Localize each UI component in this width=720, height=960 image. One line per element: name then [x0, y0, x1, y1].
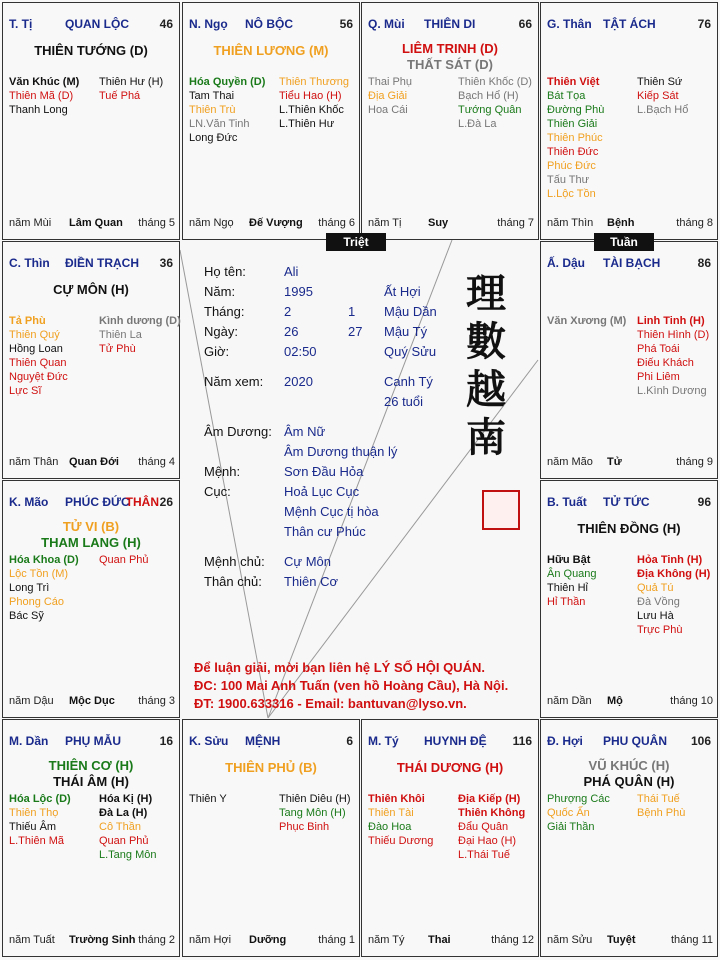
palace-phase: Trường Sinh	[69, 934, 136, 946]
contact-line-3: ĐT: 1900.633316 - Email: bantuvan@lyso.vn.	[194, 696, 467, 711]
menhchu-value: Cự Môn	[284, 554, 331, 569]
star-item: Hóa Khoa (D)	[9, 554, 79, 566]
palace-name: ĐIỀN TRẠCH	[65, 256, 139, 270]
main-star: THẤT SÁT (D)	[407, 57, 493, 72]
palace-month: tháng 4	[138, 456, 175, 468]
star-item: Nguyệt Đức	[9, 371, 68, 383]
main-star: VŨ KHÚC (H)	[588, 758, 670, 773]
star-item: Điếu Khách	[637, 357, 694, 369]
star-item: Thiên Diêu (H)	[279, 793, 351, 805]
cuc-label: Cục:	[204, 484, 231, 499]
star-item: Tiểu Hao (H)	[279, 90, 342, 102]
palace-year: năm Dần	[547, 695, 592, 707]
star-item: Thiên Hư (H)	[99, 76, 164, 88]
palace-footer	[547, 456, 713, 470]
calligraphy-char: 越	[466, 366, 506, 413]
star-item: Lực Sĩ	[9, 385, 42, 397]
palace-age: 36	[159, 256, 173, 270]
palace-than	[540, 2, 718, 240]
main-star: THIÊN CƠ (H)	[48, 758, 134, 773]
palace-year: năm Mão	[547, 456, 593, 468]
cuc-relation: Mệnh Cục tị hòa	[284, 504, 379, 519]
star-item: Phục Binh	[279, 821, 330, 833]
star-item: Đào Hoa	[368, 821, 412, 833]
main-star: TỬ VI (B)	[62, 519, 120, 534]
thanchu-label: Thân chủ:	[204, 574, 262, 589]
palace-footer	[9, 456, 175, 470]
main-star: THÁI DƯƠNG (H)	[396, 760, 504, 775]
palace-footer	[547, 217, 713, 231]
star-item: Thai Phụ	[368, 76, 413, 88]
star-item: Phượng Các	[547, 793, 610, 805]
palace-year: năm Mùi	[9, 217, 52, 229]
palace-year: năm Tị	[368, 217, 402, 229]
palace-name: MỆNH	[245, 734, 281, 748]
palace-hoi	[540, 719, 718, 957]
star-item: Hoa Cái	[368, 104, 408, 116]
palace-name: THIÊN DI	[424, 17, 476, 31]
star-item: Phong Cáo	[9, 596, 65, 608]
palace-header	[9, 734, 175, 748]
palace-footer	[189, 934, 355, 948]
palace-position: Đ. Hợi	[547, 734, 583, 748]
palace-phase: Mộ	[607, 695, 623, 707]
main-star: THIÊN PHỦ (B)	[225, 760, 317, 775]
palace-suu	[182, 719, 360, 957]
hour-value: 02:50	[284, 344, 317, 359]
palace-phase: Tuyệt	[607, 934, 636, 946]
amduong-note: Âm Dương thuận lý	[284, 444, 398, 459]
amduong-value: Âm Nữ	[284, 424, 326, 439]
palace-header	[368, 734, 534, 748]
palace-position: B. Tuất	[547, 495, 587, 509]
star-item: Thiên La	[99, 329, 142, 341]
day-lunar: 27	[348, 324, 363, 339]
star-item: Thiên Hỉ	[547, 582, 588, 594]
star-item: Tấu Thư	[547, 174, 590, 186]
palace-year: năm Hợi	[189, 934, 232, 946]
star-item: Thiếu Dương	[368, 835, 434, 847]
star-item: Linh Tinh (H)	[637, 315, 705, 327]
star-item: Lưu Hà	[637, 610, 674, 622]
palace-dau	[540, 241, 718, 479]
palace-ngo	[182, 2, 360, 240]
star-item: Văn Khúc (M)	[9, 76, 80, 88]
star-item: Quan Phủ	[99, 554, 149, 566]
view-year-value: 2020	[284, 374, 313, 389]
palace-header	[547, 17, 713, 31]
star-item: Địa Không (H)	[637, 568, 711, 580]
palace-month: tháng 6	[318, 217, 355, 229]
star-item: Thiên Không	[458, 807, 526, 819]
main-star: THÁI ÂM (H)	[53, 774, 129, 789]
thanchu-value: Thiên Cơ	[284, 574, 339, 589]
star-item: Hỏa Tinh (H)	[637, 554, 703, 566]
palace-age: 6	[346, 734, 353, 748]
star-item: Thiên Quý	[9, 329, 60, 341]
star-item: Long Trì	[9, 582, 50, 594]
contact-line-2: ĐC: 100 Mai Anh Tuấn (ven hồ Hoàng Cầu), Hà Nội.	[194, 678, 509, 693]
than-position: Thân cư Phúc	[284, 524, 366, 539]
palace-year: năm Thân	[9, 456, 59, 468]
palace-month: tháng 9	[676, 456, 713, 468]
star-item: Giải Thần	[547, 821, 595, 833]
palace-phase: Tử	[607, 456, 622, 468]
palace-month: tháng 11	[670, 934, 713, 946]
star-item: Cô Thần	[99, 821, 141, 833]
star-item: Thiên Phúc	[547, 132, 603, 144]
star-item: Trực Phù	[637, 624, 683, 636]
main-star: CỰ MÔN (H)	[53, 282, 129, 297]
palace-thin	[2, 241, 180, 479]
star-item: Quan Phủ	[99, 835, 149, 847]
star-item: Hóa Kị (H)	[99, 793, 153, 805]
palace-age: 106	[690, 734, 711, 748]
palace-header	[9, 256, 175, 270]
main-star: THAM LANG (H)	[41, 535, 141, 550]
palace-position: C. Thìn	[9, 256, 50, 270]
star-item: L.Tang Môn	[99, 849, 157, 861]
palace-position: Ấ. Dậu	[547, 256, 586, 270]
star-item: Hỉ Thần	[547, 596, 586, 608]
star-item: Thiên Giải	[547, 118, 598, 130]
menh-value: Sơn Đầu Hỏa	[284, 464, 364, 479]
palace-year: năm Thìn	[547, 217, 594, 229]
palace-year: năm Ngọ	[189, 217, 234, 229]
year-can: Ất Hợi	[384, 284, 421, 299]
palace-footer	[547, 695, 713, 709]
palace-position: K. Mão	[9, 495, 49, 509]
palace-age: 56	[339, 17, 353, 31]
star-item: L.Thái Tuế	[458, 849, 510, 861]
year-label: Năm:	[204, 284, 236, 299]
palace-name: HUYNH ĐỆ	[424, 734, 487, 748]
palace-header	[547, 256, 713, 270]
star-item: L.Đà La	[458, 118, 497, 130]
center-info-panel	[180, 240, 538, 718]
star-item: Tướng Quân	[458, 104, 522, 116]
palace-name: TẬT ÁCH	[603, 17, 656, 31]
star-item: L.Kình Dương	[637, 385, 707, 397]
calligraphy-logo	[466, 270, 526, 530]
palace-age: 86	[697, 256, 711, 270]
star-item: Hồng Loan	[9, 343, 63, 355]
palace-year: năm Tý	[368, 934, 405, 946]
palace-age: 116	[512, 734, 532, 748]
star-item: Thiên Khốc (D)	[458, 76, 532, 88]
palace-tuat	[540, 480, 718, 718]
star-item: Hóa Lộc (D)	[9, 793, 71, 805]
star-item: Hóa Quyền (D)	[189, 76, 266, 88]
calligraphy-char: 理	[466, 270, 506, 317]
palace-month: tháng 2	[138, 934, 175, 946]
star-item: Thái Tuế	[637, 793, 680, 805]
star-item: Thanh Long	[9, 104, 68, 116]
star-item: L.Thiên Khốc	[279, 104, 344, 116]
star-item: Thiên Y	[189, 793, 227, 805]
palace-position: T. Tị	[9, 17, 33, 31]
star-item: Kình dương (D)	[99, 315, 181, 327]
star-item: Bác Sỹ	[9, 610, 44, 622]
palace-month: tháng 1	[318, 934, 355, 946]
star-item: Phá Toái	[637, 343, 680, 355]
star-item: Hữu Bật	[547, 554, 591, 566]
star-item: Lộc Tồn (M)	[9, 568, 69, 580]
palace-age: 66	[518, 17, 532, 31]
star-item: L.Thiên Mã	[9, 835, 65, 847]
main-star: THIÊN LƯƠNG (M)	[213, 43, 329, 58]
palace-position: M. Tý	[368, 734, 399, 748]
view-year-label: Năm xem:	[204, 374, 264, 389]
palace-header	[9, 17, 175, 31]
than-marker: THÂN	[125, 495, 159, 509]
palace-header	[547, 495, 713, 509]
star-item: Địa Kiếp (H)	[458, 793, 521, 805]
age-value: 26 tuổi	[384, 394, 424, 409]
palace-header	[368, 17, 534, 31]
name-label: Họ tên:	[204, 264, 246, 279]
star-item: Thiên Sứ	[637, 76, 683, 88]
star-item: Ân Quang	[547, 568, 597, 580]
palace-phase: Suy	[428, 217, 449, 229]
calligraphy-char: 數	[466, 318, 506, 365]
month-can: Mậu Dần	[384, 304, 437, 319]
palace-year: năm Sửu	[547, 934, 593, 946]
palace-position: N. Ngọ	[189, 17, 228, 31]
palace-month: tháng 5	[138, 217, 175, 229]
palace-ti	[2, 2, 180, 240]
palace-dan	[2, 719, 180, 957]
palace-age: 16	[159, 734, 173, 748]
palace-month: tháng 7	[497, 217, 534, 229]
palace-ty	[361, 719, 539, 957]
star-item: Quả Tú	[637, 582, 674, 594]
menhchu-label: Mệnh chủ:	[204, 554, 265, 569]
palace-mui	[361, 2, 539, 240]
palace-mao	[2, 480, 180, 718]
day-value: 26	[284, 324, 299, 339]
star-item: Phi Liêm	[637, 371, 680, 383]
palace-header	[9, 495, 175, 509]
palace-position: Q. Mùi	[368, 17, 405, 31]
star-item: Thiên Đức	[547, 146, 599, 158]
main-star: PHÁ QUÂN (H)	[583, 774, 675, 789]
palace-phase: Dưỡng	[249, 934, 287, 946]
star-item: Đại Hao (H)	[458, 835, 517, 847]
palace-header	[189, 734, 355, 748]
palace-position: G. Thân	[547, 17, 592, 31]
star-item: Quốc Ấn	[547, 807, 590, 819]
star-item: Tả Phù	[9, 315, 46, 327]
year-value: 1995	[284, 284, 313, 299]
palace-month: tháng 3	[138, 695, 175, 707]
palace-name: QUAN LỘC	[65, 17, 129, 31]
star-item: Bệnh Phù	[637, 807, 686, 819]
star-item: Thiếu Âm	[9, 821, 57, 833]
cuc-value: Hoả Lục Cục	[284, 484, 360, 499]
star-item: Thiên Quan	[9, 357, 67, 369]
palace-header	[189, 17, 355, 31]
palace-month: tháng 10	[670, 695, 713, 707]
palace-name: PHÚC ĐỨC	[65, 495, 130, 509]
amduong-label: Âm Dương:	[204, 424, 272, 439]
star-item: Tuế Phá	[99, 90, 141, 102]
palace-year: năm Tuất	[9, 934, 55, 946]
star-item: Tử Phù	[99, 343, 136, 355]
view-year-can: Canh Tý	[384, 374, 433, 389]
palace-month: tháng 12	[491, 934, 534, 946]
palace-year: năm Dậu	[9, 695, 54, 707]
name-value: Ali	[284, 264, 299, 279]
star-item: Phúc Đức	[547, 160, 596, 172]
palace-age: 96	[697, 495, 711, 509]
star-item: L.Bạch Hổ	[637, 104, 689, 116]
palace-phase: Quan Đới	[69, 456, 119, 468]
palace-footer	[9, 217, 175, 231]
main-star: THIÊN TƯỚNG (D)	[34, 43, 148, 58]
palace-footer	[9, 934, 175, 948]
seal-stamp	[482, 490, 520, 530]
palace-name: TÀI BẠCH	[603, 256, 661, 270]
star-item: LN.Văn Tinh	[189, 118, 250, 130]
calligraphy-char: 南	[466, 414, 506, 461]
star-item: Đà La (H)	[99, 807, 148, 819]
menh-label: Mệnh:	[204, 464, 241, 479]
star-item: Thiên Trù	[189, 104, 236, 116]
star-item: Thiên Thọ	[9, 807, 59, 819]
palace-name: NÔ BỘC	[245, 17, 293, 31]
main-star: THIÊN ĐỒNG (H)	[577, 521, 681, 536]
star-item: Thiên Khôi	[368, 793, 425, 805]
palace-phase: Lâm Quan	[69, 217, 123, 229]
palace-phase: Đế Vượng	[249, 217, 303, 229]
day-can: Mậu Tý	[384, 324, 428, 339]
month-label: Tháng:	[204, 304, 245, 319]
palace-age: 76	[697, 17, 711, 31]
star-item: Kiếp Sát	[637, 90, 679, 102]
palace-name: TỬ TỨC	[603, 495, 650, 509]
palace-position: K. Sửu	[189, 734, 229, 748]
contact-line-1: Để luận giải, mời bạn liên hệ LÝ SỐ HỘI QUÁN.	[194, 660, 485, 675]
month-lunar: 1	[348, 304, 356, 319]
triet-badge: Triệt	[326, 233, 386, 251]
tuan-badge: Tuần	[594, 233, 654, 251]
palace-name: PHỤ MẪU	[65, 734, 121, 748]
palace-phase: Mộc Dục	[69, 695, 115, 707]
star-item: Đẩu Quân	[458, 821, 509, 833]
star-item: Thiên Hình (D)	[637, 329, 710, 341]
palace-age: 46	[159, 17, 173, 31]
palace-footer	[368, 217, 534, 231]
palace-name: PHU QUÂN	[603, 734, 668, 748]
palace-footer	[189, 217, 355, 231]
star-item: L.Lộc Tồn	[547, 188, 596, 200]
star-item: Tam Thai	[189, 90, 235, 102]
palace-footer	[547, 934, 713, 948]
palace-position: M. Dần	[9, 734, 49, 748]
star-item: Bạch Hổ (H)	[458, 90, 519, 102]
main-star: LIÊM TRINH (D)	[401, 41, 499, 56]
star-item: Đường Phù	[547, 104, 605, 116]
star-item: Tang Môn (H)	[279, 807, 346, 819]
star-item: Địa Giải	[368, 90, 408, 102]
palace-footer	[9, 695, 175, 709]
day-label: Ngày:	[204, 324, 238, 339]
palace-footer	[368, 934, 534, 948]
palace-phase: Bệnh	[607, 217, 635, 229]
star-item: Thiên Tài	[368, 807, 414, 819]
palace-header	[547, 734, 713, 748]
star-item: Thiên Mã (D)	[9, 90, 74, 102]
star-item: L.Thiên Hư	[279, 118, 335, 130]
star-item: Thiên Thương	[279, 76, 350, 88]
palace-month: tháng 8	[676, 217, 713, 229]
hour-label: Giờ:	[204, 344, 230, 359]
palace-age: 26	[159, 495, 173, 509]
star-item: Bát Tọa	[547, 90, 586, 102]
star-item: Thiên Việt	[547, 76, 600, 88]
palace-phase: Thai	[428, 934, 451, 946]
star-item: Văn Xương (M)	[547, 315, 627, 327]
hour-can: Quý Sửu	[384, 344, 437, 359]
star-item: Đà Vồng	[637, 596, 680, 608]
star-item: Long Đức	[189, 132, 238, 144]
month-value: 2	[284, 304, 292, 319]
